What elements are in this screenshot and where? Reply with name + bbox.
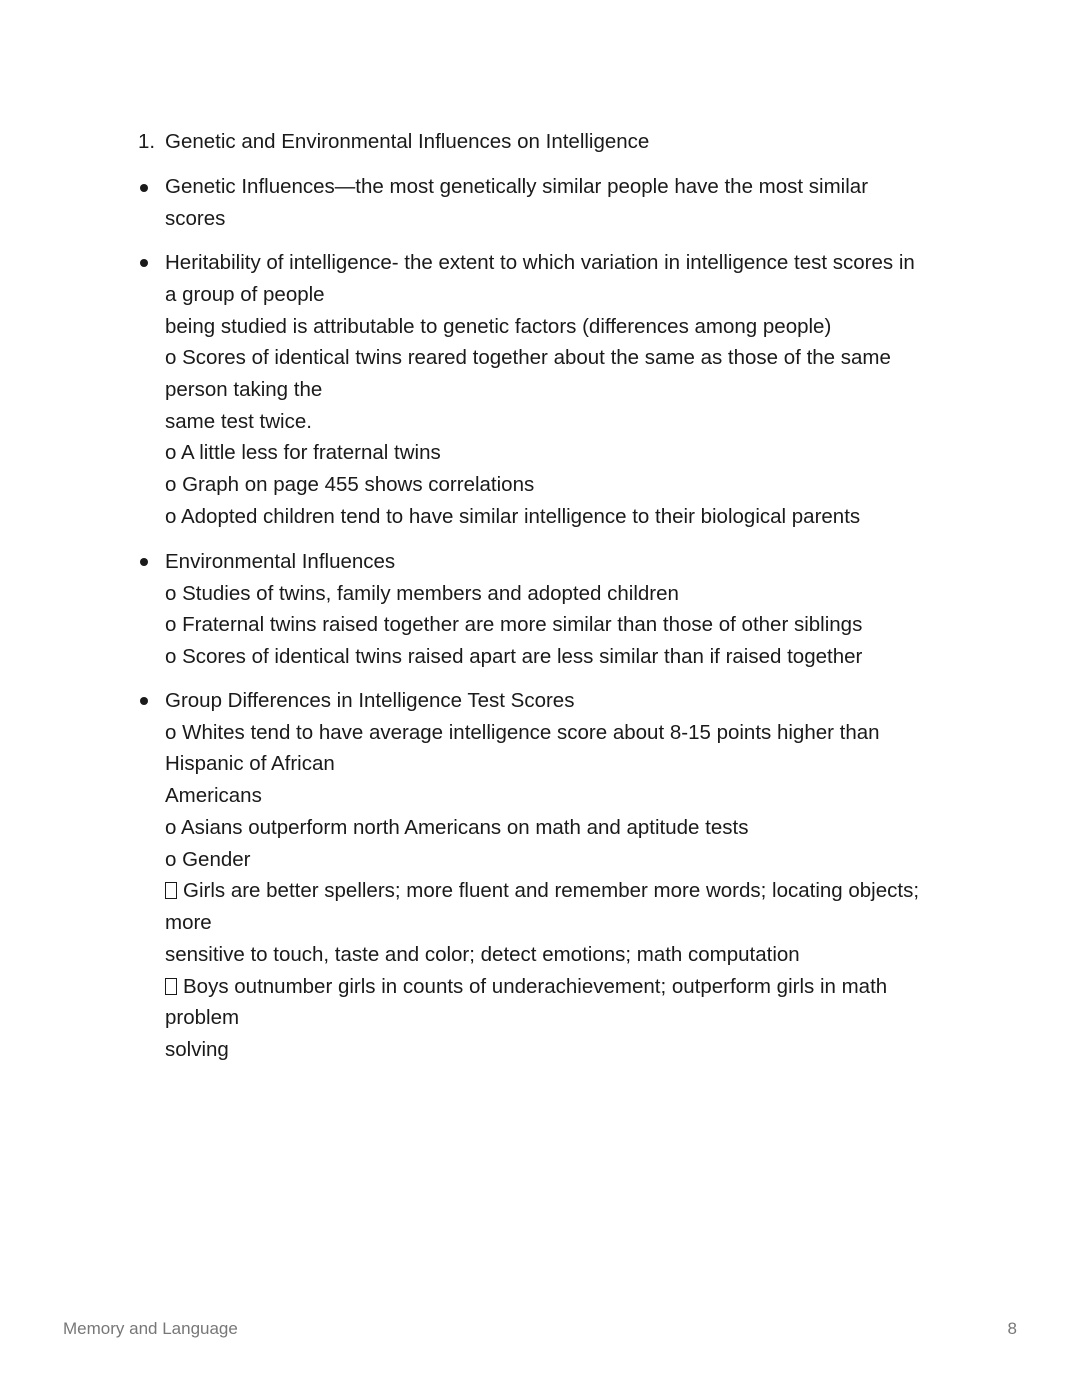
list-number: 1. xyxy=(138,130,156,153)
checkbox-square-icon xyxy=(165,978,177,995)
group-line-8: more xyxy=(165,911,212,934)
heritability-line-4: o Scores of identical twins reared together about the same as those of the same xyxy=(165,346,891,369)
heritability-line-9: o Adopted children tend to have similar intelligence to their biological parents xyxy=(165,505,861,528)
group-line-4: Americans xyxy=(165,784,262,807)
heritability-line-5: person taking the xyxy=(165,378,323,401)
group-line-10 xyxy=(165,971,887,1003)
heritability-line-8: o Graph on page 455 shows correlations xyxy=(165,473,535,496)
group-line-2: o Whites tend to have average intelligence score about 8-15 points higher than xyxy=(165,721,880,744)
bullet-environmental xyxy=(140,558,148,566)
environmental-line-4: o Scores of identical twins raised apart are less similar than if raised together xyxy=(165,645,863,668)
environmental-line-2: o Studies of twins, family members and adopted children xyxy=(165,582,679,605)
group-line-5: o Asians outperform north Americans on math and aptitude tests xyxy=(165,816,749,839)
bullet-heritability xyxy=(140,259,148,267)
environmental-line-3: o Fraternal twins raised together are more similar than those of other siblings xyxy=(165,613,863,636)
group-line-1: Group Differences in Intelligence Test Scores xyxy=(165,689,575,712)
group-line-6: o Gender xyxy=(165,848,251,871)
group-line-3: Hispanic of African xyxy=(165,752,335,775)
heritability-line-2: a group of people xyxy=(165,283,325,306)
heritability-line-6: same test twice. xyxy=(165,410,312,433)
bullet-genetic xyxy=(140,184,148,192)
group-line-7-text: Girls are better spellers; more fluent and remember more words; locating objects; xyxy=(183,879,920,902)
group-line-11: problem xyxy=(165,1006,240,1029)
heritability-line-7: o A little less for fraternal twins xyxy=(165,441,441,464)
genetic-line-2: scores xyxy=(165,207,226,230)
group-line-9: sensitive to touch, taste and color; detect emotions; math computation xyxy=(165,943,800,966)
bullet-group xyxy=(140,697,148,705)
genetic-line-1: Genetic Influences—the most genetically similar people have the most similar xyxy=(165,175,869,198)
group-line-7 xyxy=(165,875,919,907)
page-number: 8 xyxy=(1007,1319,1017,1338)
section-heading: Genetic and Environmental Influences on Intelligence xyxy=(165,130,650,153)
group-line-12: solving xyxy=(165,1038,229,1061)
checkbox-square-icon xyxy=(165,882,177,899)
footer-title: Memory and Language xyxy=(63,1319,238,1338)
heritability-line-1: Heritability of intelligence- the extent to which variation in intelligence test scores in xyxy=(165,251,915,274)
environmental-line-1: Environmental Influences xyxy=(165,550,396,573)
group-line-10-text: Boys outnumber girls in counts of underachievement; outperform girls in math xyxy=(183,975,888,998)
heritability-line-3: being studied is attributable to genetic factors (differences among people) xyxy=(165,315,832,338)
